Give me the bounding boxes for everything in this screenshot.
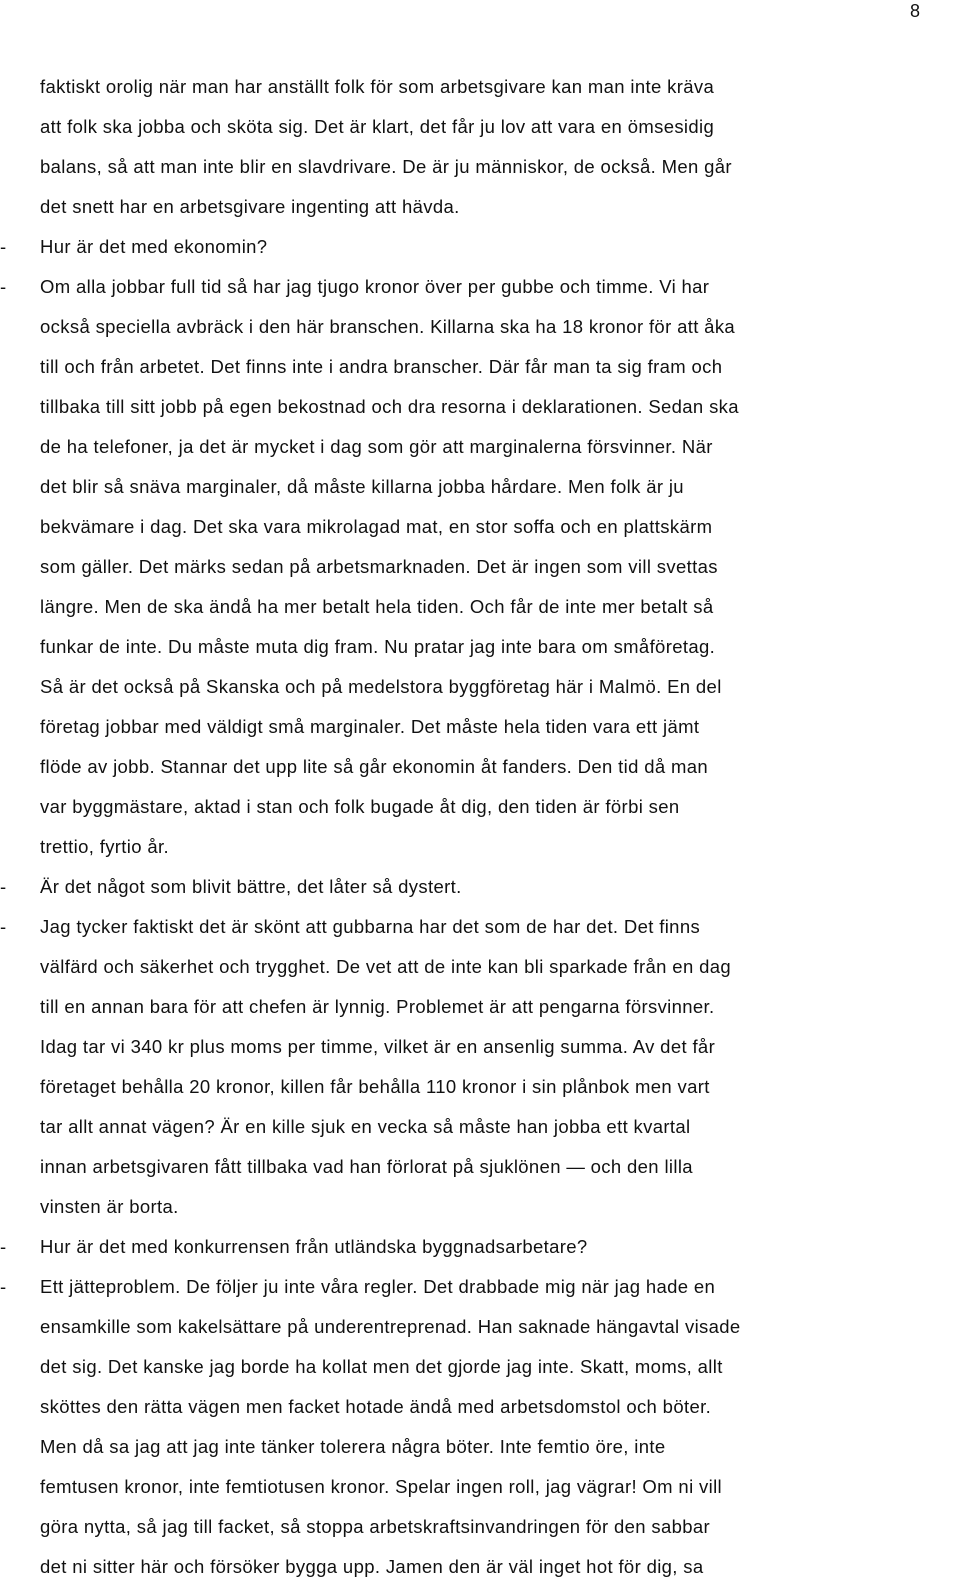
text-line [0, 507, 960, 547]
line-text: också speciella avbräck i den här branschen. Killarna ska ha 18 kronor för att åka [40, 316, 736, 337]
line-text: trettio, fyrtio år. [40, 836, 169, 857]
line-text: det blir så snäva marginaler, då måste killarna jobba hårdare. Men folk är ju [40, 476, 684, 497]
line-text: innan arbetsgivaren fått tillbaka vad han förlorat på sjuklönen — och den lilla [40, 1156, 693, 1177]
dialogue-dash: - [0, 916, 7, 937]
text-line [0, 1307, 960, 1347]
line-text: till en annan bara för att chefen är lynnig. Problemet är att pengarna försvinner. [40, 996, 715, 1017]
dialogue-dash: - [0, 876, 7, 897]
line-text: var byggmästare, aktad i stan och folk bugade åt dig, den tiden är förbi sen [40, 796, 680, 817]
text-line [0, 107, 960, 147]
dialogue-dash: - [0, 276, 7, 297]
line-text: funkar de inte. Du måste muta dig fram. Nu pratar jag inte bara om småföretag. [40, 636, 716, 657]
line-text: Så är det också på Skanska och på medelstora byggföretag här i Malmö. En del [40, 676, 722, 697]
text-line [0, 627, 960, 667]
text-line [0, 547, 960, 587]
text-line [0, 707, 960, 747]
text-line [0, 1507, 960, 1547]
line-text: företag jobbar med väldigt små marginaler. Det måste hela tiden vara ett jämt [40, 716, 700, 737]
dialogue-dash: - [0, 236, 7, 257]
text-line [0, 987, 960, 1027]
line-text: Hur är det med ekonomin? [40, 236, 268, 257]
text-line [0, 1187, 960, 1227]
line-text: Jag tycker faktiskt det är skönt att gubbarna har det som de har det. Det finns [40, 916, 701, 937]
text-line [0, 147, 960, 187]
text-line [0, 387, 960, 427]
page-number: 8 [909, 1, 920, 21]
dialogue-dash: - [0, 1236, 7, 1257]
line-text: Men då sa jag att jag inte tänker tolerera några böter. Inte femtio öre, inte [40, 1436, 666, 1457]
text-line [0, 427, 960, 467]
line-text: tar allt annat vägen? Är en kille sjuk en vecka så måste han jobba ett kvartal [40, 1116, 691, 1137]
text-line [0, 1067, 960, 1107]
line-text: balans, så att man inte blir en slavdrivare. De är ju människor, de också. Men går [40, 156, 732, 177]
text-line [0, 947, 960, 987]
text-line [0, 347, 960, 387]
line-text: Hur är det med konkurrensen från utländska byggnadsarbetare? [40, 1236, 588, 1257]
line-text: de ha telefoner, ja det är mycket i dag som gör att marginalerna försvinner. När [40, 436, 713, 457]
line-text: företaget behålla 20 kronor, killen får behålla 110 kronor i sin plånbok men vart [40, 1076, 710, 1097]
line-text: ensamkille som kakelsättare på underentreprenad. Han saknade hängavtal visade [40, 1316, 741, 1337]
text-line [0, 1147, 960, 1187]
text-line [0, 1467, 960, 1507]
text-line [0, 867, 960, 907]
text-line [0, 307, 960, 347]
line-text: faktiskt orolig när man har anställt folk för som arbetsgivare kan man inte kräva [40, 76, 715, 97]
text-line [0, 1267, 960, 1307]
line-text: vinsten är borta. [40, 1196, 179, 1217]
text-line [0, 1427, 960, 1467]
text-line [0, 827, 960, 867]
line-text: göra nytta, så jag till facket, så stoppa arbetskraftsinvandringen för den sabbar [40, 1516, 711, 1537]
text-line [0, 747, 960, 787]
line-text: Om alla jobbar full tid så har jag tjugo kronor över per gubbe och timme. Vi har [40, 276, 710, 297]
text-line [0, 1107, 960, 1147]
line-text: det ni sitter här och försöker bygga upp. Jamen den är väl inget hot för dig, sa [40, 1556, 704, 1577]
body-text [0, 67, 960, 1587]
text-line [0, 1347, 960, 1387]
text-line [0, 267, 960, 307]
line-text: sköttes den rätta vägen men facket hotade ändå med arbetsdomstol och böter. [40, 1396, 712, 1417]
line-text: tillbaka till sitt jobb på egen bekostnad och dra resorna i deklarationen. Sedan ska [40, 396, 739, 417]
text-line [0, 787, 960, 827]
text-line [0, 1027, 960, 1067]
line-text: Är det något som blivit bättre, det låter så dystert. [40, 876, 462, 897]
text-line [0, 667, 960, 707]
line-text: att folk ska jobba och sköta sig. Det är klart, det får ju lov att vara en ömsesidig [40, 116, 715, 137]
text-line [0, 1227, 960, 1267]
line-text: välfärd och säkerhet och trygghet. De vet att de inte kan bli sparkade från en dag [40, 956, 731, 977]
text-line [0, 467, 960, 507]
text-line [0, 907, 960, 947]
text-line [0, 1387, 960, 1427]
line-text: längre. Men de ska ändå ha mer betalt hela tiden. Och får de inte mer betalt så [40, 596, 714, 617]
line-text: det sig. Det kanske jag borde ha kollat men det gjorde jag inte. Skatt, moms, allt [40, 1356, 723, 1377]
line-text: som gäller. Det märks sedan på arbetsmarknaden. Det är ingen som vill svettas [40, 556, 718, 577]
text-line [0, 67, 960, 107]
line-text: flöde av jobb. Stannar det upp lite så går ekonomin åt fanders. Den tid då man [40, 756, 709, 777]
line-text: femtusen kronor, inte femtiotusen kronor. Spelar ingen roll, jag vägrar! Om ni vill [40, 1476, 722, 1497]
dialogue-dash: - [0, 1276, 7, 1297]
line-text: det snett har en arbetsgivare ingenting att hävda. [40, 196, 460, 217]
text-line [0, 227, 960, 267]
line-text: Ett jätteproblem. De följer ju inte våra regler. Det drabbade mig när jag hade en [40, 1276, 716, 1297]
line-text: till och från arbetet. Det finns inte i andra branscher. Där får man ta sig fram och [40, 356, 723, 377]
line-text: Idag tar vi 340 kr plus moms per timme, vilket är en ansenlig summa. Av det får [40, 1036, 716, 1057]
text-line [0, 187, 960, 227]
line-text: bekvämare i dag. Det ska vara mikrolagad mat, en stor soffa och en plattskärm [40, 516, 713, 537]
text-line [0, 587, 960, 627]
text-line [0, 1547, 960, 1587]
